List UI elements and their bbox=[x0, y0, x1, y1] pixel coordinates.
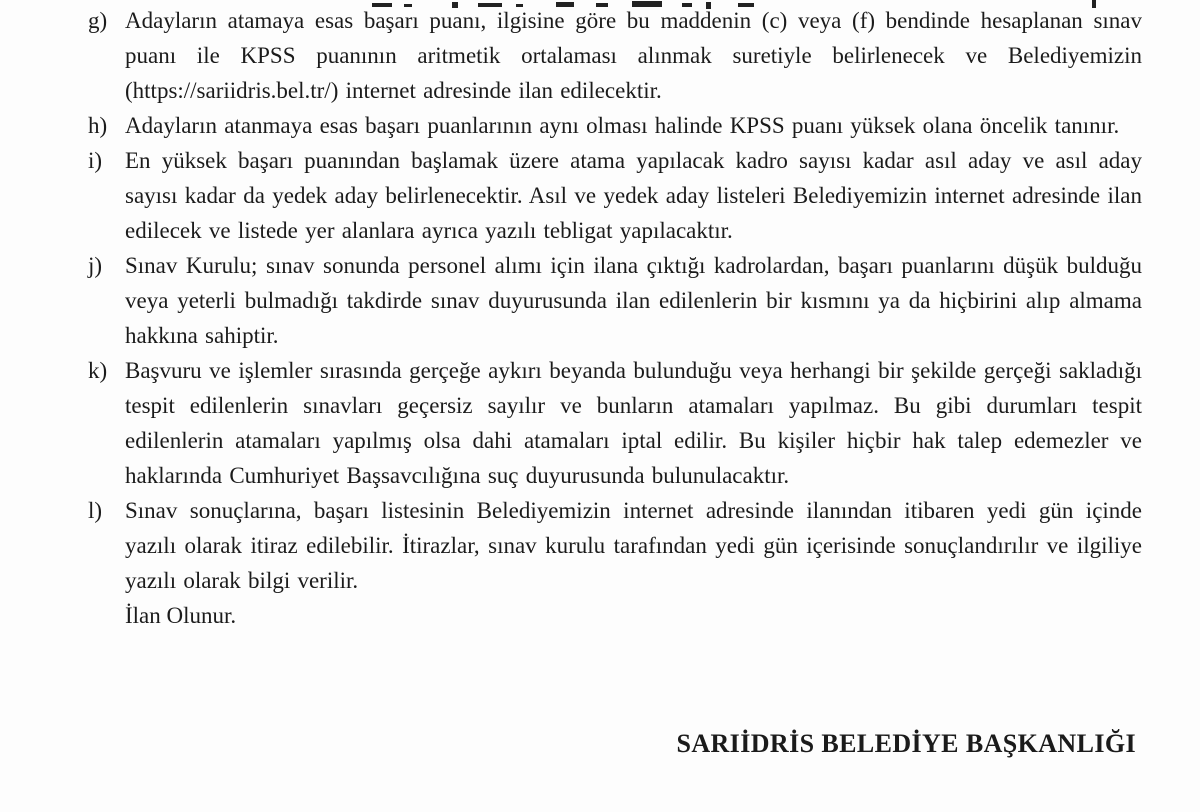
item-text: Adayların atamaya esas başarı puanı, ilgisine göre bu maddenin (c) veya (f) bendinde hesaplanan sınav puanı ile KPSS puanının aritmetik ortalaması alınmak suretiyle belirlenecek ve Belediyemizin (https://sariidris.bel.tr/) internet adresinde ilan edilecektir. bbox=[125, 8, 1142, 103]
signature-title: SARIİDRİS BELEDİYE BAŞKANLIĞI bbox=[676, 729, 1136, 758]
list-item-i bbox=[88, 143, 1142, 248]
list-item-g bbox=[88, 3, 1142, 108]
list-item-j bbox=[88, 248, 1142, 353]
item-letter-label: h) bbox=[88, 113, 108, 138]
announcement-clause-list bbox=[88, 3, 1142, 633]
closing-line: İlan Olunur. bbox=[125, 603, 237, 628]
list-item-h bbox=[88, 108, 1142, 143]
item-letter-label: i) bbox=[88, 148, 103, 173]
list-item-l bbox=[88, 493, 1142, 633]
item-text: Başvuru ve işlemler sırasında gerçeğe aykırı beyanda bulunduğu veya herhangi bir şekilde gerçeği sakladığı tespit edilenlerin sınavları geçersiz sayılır ve bunların atamaları yapılmaz. Bu gibi durumları tespit edilenlerin atamaları yapılmış olsa dahi atamaları iptal edilir. Bu kişiler hiçbir hak talep edemezler ve haklarında Cumhuriyet Başsavcılığına suç duyurusunda bulunulacaktır. bbox=[125, 358, 1142, 488]
item-letter-label: k) bbox=[88, 358, 108, 383]
item-text: Adayların atanmaya esas başarı puanlarının aynı olması halinde KPSS puanı yüksek olana öncelik tanınır. bbox=[125, 113, 1120, 138]
item-text: Sınav sonuçlarına, başarı listesinin Belediyemizin internet adresinde ilanından itibaren yedi gün içinde yazılı olarak itiraz edilebilir. İtirazlar, sınav kurulu tarafından yedi gün içerisinde sonuçlandırılır ve ilgiliye yazılı olarak bilgi verilir. bbox=[125, 498, 1142, 593]
item-text: Sınav Kurulu; sınav sonunda personel alımı için ilana çıktığı kadrolardan, başarı puanlarını düşük bulduğu veya yeterli bulmadığı takdirde sınav duyurusunda ilan edilenlerin bir kısmını ya da hiçbirini alıp almama hakkına sahiptir. bbox=[125, 253, 1142, 348]
item-letter-label: j) bbox=[88, 253, 103, 278]
list-item-k bbox=[88, 353, 1142, 493]
item-text: En yüksek başarı puanından başlamak üzere atama yapılacak kadro sayısı kadar asıl aday ve asıl aday sayısı kadar da yedek aday belirlenecektir. Asıl ve yedek aday listeleri Belediyemizin internet adresinde ilan edilecek ve listede yer alanlara ayrıca yazılı tebligat yapılacaktır. bbox=[125, 148, 1142, 243]
item-letter-label: g) bbox=[88, 8, 108, 33]
item-letter-label: l) bbox=[88, 498, 103, 523]
